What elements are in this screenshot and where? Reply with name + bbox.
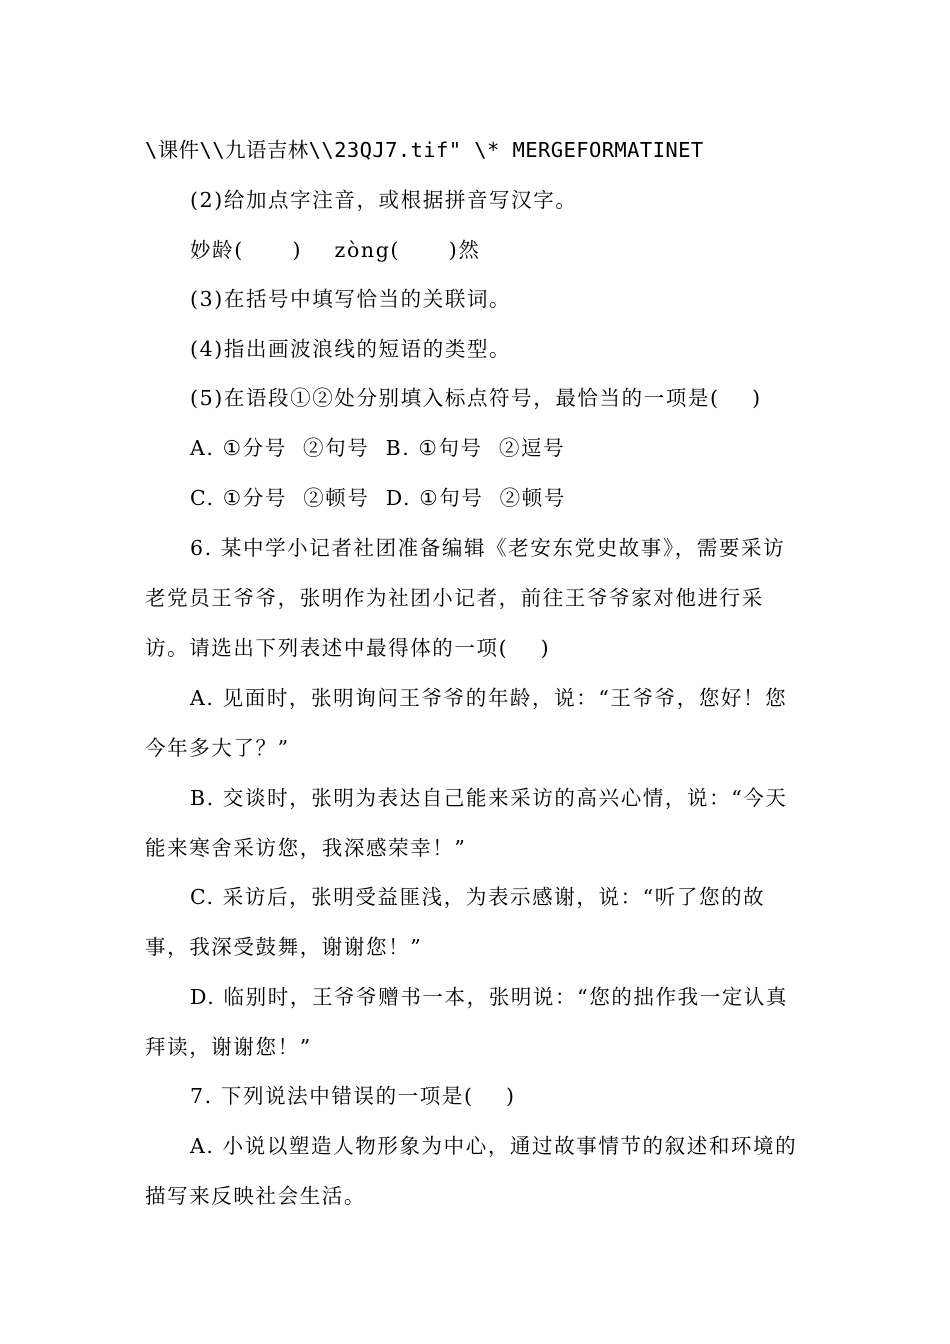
question-6-line-2: 老党员王爷爷，张明作为社团小记者，前往王爷爷家对他进行采 [145,586,764,610]
question-6-option-a-line-1: A. 见面时，张明询问王爷爷的年龄，说：“王爷爷，您好！您 [190,686,788,710]
question-6-option-c-line-2: 事，我深受鼓舞，谢谢您！” [145,935,423,959]
question-6-option-d-line-2: 拜读，谢谢您！” [145,1035,312,1059]
question-6-option-d-line-1: D. 临别时，王爷爷赠书一本，张明说：“您的拙作我一定认真 [190,985,789,1009]
question-6-option-b-line-1: B. 交谈时，张明为表达自己能来采访的高兴心情，说：“今天 [190,786,788,810]
question-5-part-5: (5)在语段①②处分别填入标点符号，最恰当的一项是( ) [190,386,762,410]
field-code-line: \课件\\九语吉林\\23QJ7.tif" \* MERGEFORMATINET [145,138,704,162]
question-6-line-3: 访。请选出下列表述中最得体的一项( ) [145,636,551,660]
question-5-part-2: (2)给加点字注音，或根据拼音写汉字。 [190,188,578,212]
pinyin-blanks-line: 妙龄( ) zòng( )然 [190,238,481,262]
question-7-option-a-line-1: A. 小说以塑造人物形象为中心，通过故事情节的叙述和环境的 [190,1134,798,1158]
question-6-line-1: 6. 某中学小记者社团准备编辑《老安东党史故事》，需要采访 [190,536,786,560]
option-line-cd: C. ①分号 ②顿号 D. ①句号 ②顿号 [190,486,566,510]
question-6-option-a-line-2: 今年多大了？” [145,736,290,760]
question-6-option-c-line-1: C. 采访后，张明受益匪浅，为表示感谢，说：“听了您的故 [190,885,766,909]
question-5-part-3: (3)在括号中填写恰当的关联词。 [190,287,512,311]
question-6-option-b-line-2: 能来寒舍采访您，我深感荣幸！” [145,836,467,860]
question-5-part-4: (4)指出画波浪线的短语的类型。 [190,337,512,361]
option-line-ab: A. ①分号 ②句号 B. ①句号 ②逗号 [190,436,566,460]
question-7-option-a-line-2: 描写来反映社会生活。 [145,1184,366,1208]
question-7-line-1: 7. 下列说法中错误的一项是( ) [190,1084,516,1108]
